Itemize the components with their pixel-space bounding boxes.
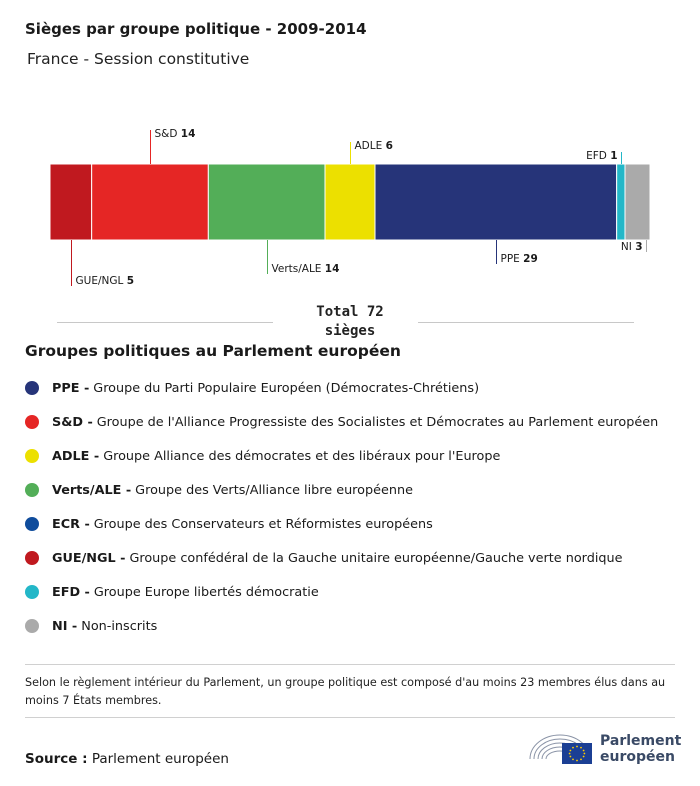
source-value: Parlement européen <box>91 751 229 767</box>
legend-item <box>25 541 658 575</box>
seat-stacked-bar-chart <box>0 110 700 295</box>
legend-abbr: Verts/ALE - <box>52 482 132 498</box>
legend-text: Groupe du Parti Populaire Européen (Démocrates-Chrétiens) <box>93 380 480 396</box>
legend-item <box>25 609 658 643</box>
chart-title: Sièges par groupe politique - 2009-2014 <box>25 20 367 38</box>
segment-label-adle: ADLE 6 <box>354 140 393 152</box>
legend-swatch-icon <box>25 551 39 565</box>
chart-subtitle: France - Session constitutive <box>27 50 250 68</box>
bar-segment-efd <box>617 164 625 240</box>
legend-text: Groupe Alliance des démocrates et des libéraux pour l'Europe <box>103 448 501 464</box>
eu-parliament-logo-icon <box>528 729 598 769</box>
legend-abbr: PPE - <box>52 380 90 396</box>
legend-abbr: S&D - <box>52 414 93 430</box>
total-divider-left <box>57 322 273 323</box>
bar-segment-ppe <box>375 164 617 240</box>
source-label: Source : <box>25 751 88 767</box>
bar-segment-s-d <box>92 164 209 240</box>
legend-title: Groupes politiques au Parlement européen <box>25 342 401 360</box>
legend-text: Non-inscrits <box>81 618 158 634</box>
legend <box>25 371 658 643</box>
note-divider-bottom <box>25 717 675 718</box>
bar-segment-ni <box>625 164 650 240</box>
legend-swatch-icon <box>25 415 39 429</box>
legend-swatch-icon <box>25 449 39 463</box>
legend-text: Groupe Europe libertés démocratie <box>93 584 319 600</box>
legend-text: Groupe des Conservateurs et Réformistes européens <box>93 516 433 532</box>
segment-label-ni: NI 3 <box>620 241 643 253</box>
total-count: Total 72 <box>316 304 384 320</box>
legend-item <box>25 473 658 507</box>
segment-label-verts-ale: Verts/ALE 14 <box>271 263 340 275</box>
legend-item <box>25 405 658 439</box>
segment-label-s-d: S&D 14 <box>154 128 196 140</box>
legend-abbr: NI - <box>52 618 78 634</box>
bar-segment-verts-ale <box>208 164 325 240</box>
legend-item <box>25 575 658 609</box>
total-divider-right <box>418 322 634 323</box>
bar-segment-adle <box>325 164 375 240</box>
legend-swatch-icon <box>25 619 39 633</box>
legend-abbr: ADLE - <box>52 448 100 464</box>
segment-label-efd: EFD 1 <box>586 150 618 162</box>
legend-item <box>25 507 658 541</box>
legend-item <box>25 439 658 473</box>
legend-abbr: EFD - <box>52 584 90 600</box>
segment-label-ppe: PPE 29 <box>500 253 538 265</box>
footnote: Selon le règlement intérieur du Parlement, un groupe politique est composé d'au moins 23 membres élus dans au moins 7 États membres. <box>25 676 666 707</box>
legend-swatch-icon <box>25 483 39 497</box>
note-divider-top <box>25 664 675 665</box>
bar-segment-gue-ngl <box>50 164 92 240</box>
legend-abbr: GUE/NGL - <box>52 550 126 566</box>
segment-label-gue-ngl: GUE/NGL 5 <box>75 275 134 287</box>
legend-text: Groupe des Verts/Alliance libre européenne <box>135 482 413 498</box>
legend-item <box>25 371 658 405</box>
logo-wordmark <box>600 733 681 765</box>
legend-swatch-icon <box>25 585 39 599</box>
source-line <box>25 751 229 767</box>
logo-line-1: Parlement <box>600 733 682 749</box>
legend-text: Groupe confédéral de la Gauche unitaire européenne/Gauche verte nordique <box>129 550 623 566</box>
legend-text: Groupe de l'Alliance Progressiste des Socialistes et Démocrates au Parlement européen <box>96 414 659 430</box>
legend-abbr: ECR - <box>52 516 90 532</box>
total-unit: sièges <box>324 323 376 339</box>
eu-parliament-logo <box>528 729 682 769</box>
total-seats-label <box>300 303 400 341</box>
legend-swatch-icon <box>25 517 39 531</box>
legend-swatch-icon <box>25 381 39 395</box>
logo-line-2: européen <box>600 749 675 765</box>
